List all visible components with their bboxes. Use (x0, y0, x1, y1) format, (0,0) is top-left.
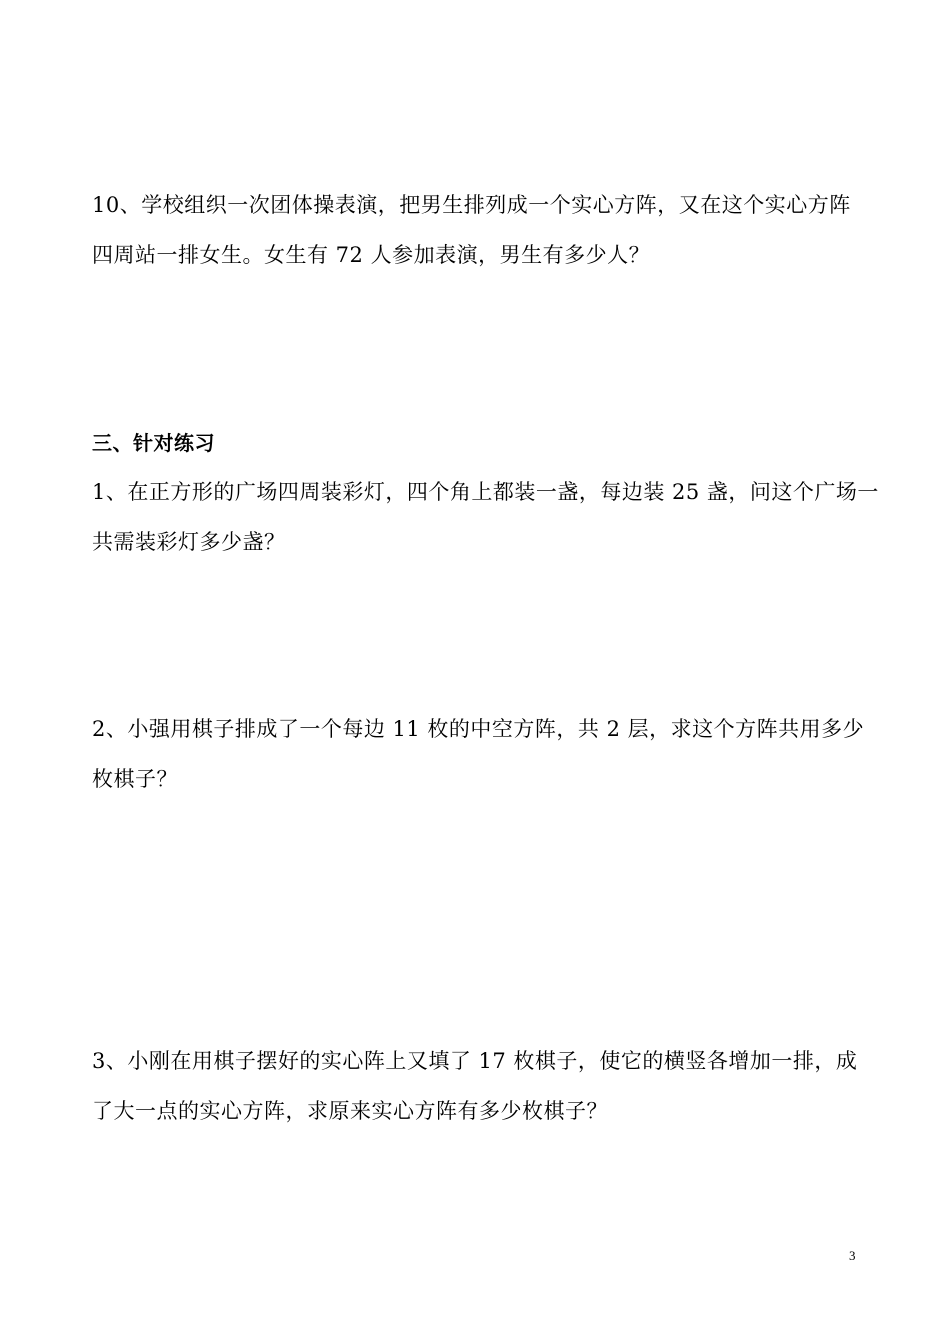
problem-10-line-1: 10、学校组织一次团体操表演，把男生排列成一个实心方阵，又在这个实心方阵 (92, 193, 851, 217)
question-1-line-2: 共需装彩灯多少盏？ (92, 530, 286, 554)
question-2-line-2: 枚棋子？ (92, 767, 178, 791)
question-3-line-2: 了大一点的实心方阵，求原来实心方阵有多少枚棋子？ (92, 1099, 608, 1123)
question-3-line-1: 3、小刚在用棋子摆好的实心阵上又填了 17 枚棋子，使它的横竖各增加一排，成 (92, 1049, 858, 1073)
question-2-line-1: 2、小强用棋子排成了一个每边 11 枚的中空方阵，共 2 层，求这个方阵共用多少 (92, 717, 865, 741)
problem-10-line-2: 四周站一排女生。女生有 72 人参加表演，男生有多少人？ (92, 243, 651, 267)
page-number: 3 (849, 1248, 856, 1263)
question-1-line-1: 1、在正方形的广场四周装彩灯，四个角上都装一盏，每边装 25 盏，问这个广场一 (92, 480, 879, 504)
section-title: 三、针对练习 (92, 431, 215, 455)
